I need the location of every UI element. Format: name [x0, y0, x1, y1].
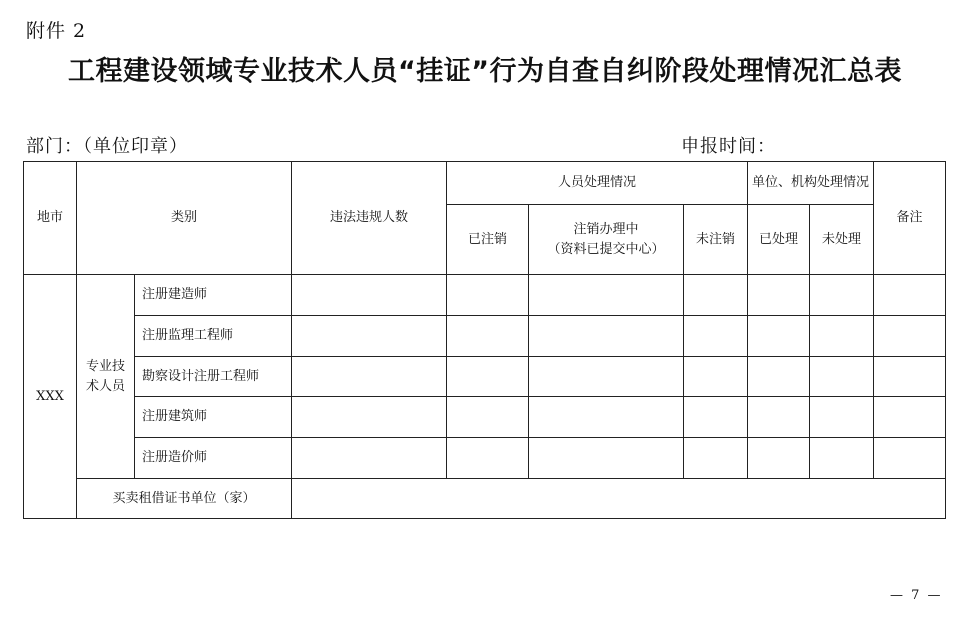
- data-cell: [748, 357, 810, 397]
- data-cell: [529, 357, 684, 397]
- data-cell: [748, 438, 810, 479]
- data-cell: [684, 275, 748, 316]
- data-cell: [529, 275, 684, 316]
- data-cell: [810, 397, 874, 438]
- data-cell: [447, 357, 529, 397]
- page-title: 工程建设领域专业技术人员“挂证”行为自查自纠阶段处理情况汇总表: [68, 56, 902, 87]
- data-cell: [529, 316, 684, 357]
- table-row: [24, 357, 946, 397]
- data-cell: [447, 316, 529, 357]
- data-cell: [292, 438, 447, 479]
- row-label: 注册造价师: [135, 438, 292, 479]
- data-cell: [447, 275, 529, 316]
- header-region: 地市: [24, 162, 77, 275]
- header-cancelled: 已注销: [447, 205, 529, 275]
- header-cancelling-line1: 注销办理中: [573, 221, 639, 237]
- data-cell: [447, 438, 529, 479]
- department-label: 部门：（单位印章）: [26, 136, 188, 157]
- header-not-cancelled: 未注销: [684, 205, 748, 275]
- page-number: — 7 —: [890, 588, 943, 603]
- summary-table: [23, 161, 946, 519]
- table-row: [24, 275, 946, 316]
- data-cell: [874, 357, 946, 397]
- data-cell: [874, 275, 946, 316]
- data-cell: [874, 397, 946, 438]
- data-cell: [292, 397, 447, 438]
- data-cell: [810, 316, 874, 357]
- attachment-label: 附件 2: [26, 20, 87, 42]
- header-not-handled: 未处理: [810, 205, 874, 275]
- data-cell: [684, 438, 748, 479]
- data-cell: [684, 357, 748, 397]
- header-category: 类别: [77, 162, 292, 275]
- header-cancelling: [529, 205, 684, 275]
- table-row: [24, 397, 946, 438]
- data-cell: [292, 357, 447, 397]
- data-cell: [810, 275, 874, 316]
- header-org-group: 单位、机构处理情况: [748, 162, 874, 205]
- data-cell: [529, 397, 684, 438]
- row-label: 注册建筑师: [135, 397, 292, 438]
- data-cell: [810, 438, 874, 479]
- data-cell: [292, 275, 447, 316]
- row-label: 勘察设计注册工程师: [135, 357, 292, 397]
- data-cell: [684, 316, 748, 357]
- data-cell: [292, 316, 447, 357]
- data-cell: [529, 438, 684, 479]
- data-cell: [874, 438, 946, 479]
- data-cell: [684, 397, 748, 438]
- table-row: [24, 316, 946, 357]
- row-label: 注册监理工程师: [135, 316, 292, 357]
- data-cell: [292, 479, 946, 519]
- table-row: [24, 438, 946, 479]
- row-label: 注册建造师: [135, 275, 292, 316]
- table-row: [24, 479, 946, 519]
- header-remarks: 备注: [874, 162, 946, 275]
- footer-row-label: 买卖租借证书单位（家）: [77, 479, 292, 519]
- data-cell: [874, 316, 946, 357]
- report-time-label: 申报时间：: [681, 136, 776, 157]
- group-label-cell: 专业技术人员: [77, 275, 135, 479]
- header-cancelling-line2: （资料已提交中心）: [547, 241, 665, 257]
- region-cell: XXX: [24, 275, 77, 519]
- header-handled: 已处理: [748, 205, 810, 275]
- data-cell: [447, 397, 529, 438]
- data-cell: [748, 316, 810, 357]
- data-cell: [810, 357, 874, 397]
- data-cell: [748, 275, 810, 316]
- header-personnel-group: 人员处理情况: [447, 162, 748, 205]
- data-cell: [748, 397, 810, 438]
- header-violation-count: 违法违规人数: [292, 162, 447, 275]
